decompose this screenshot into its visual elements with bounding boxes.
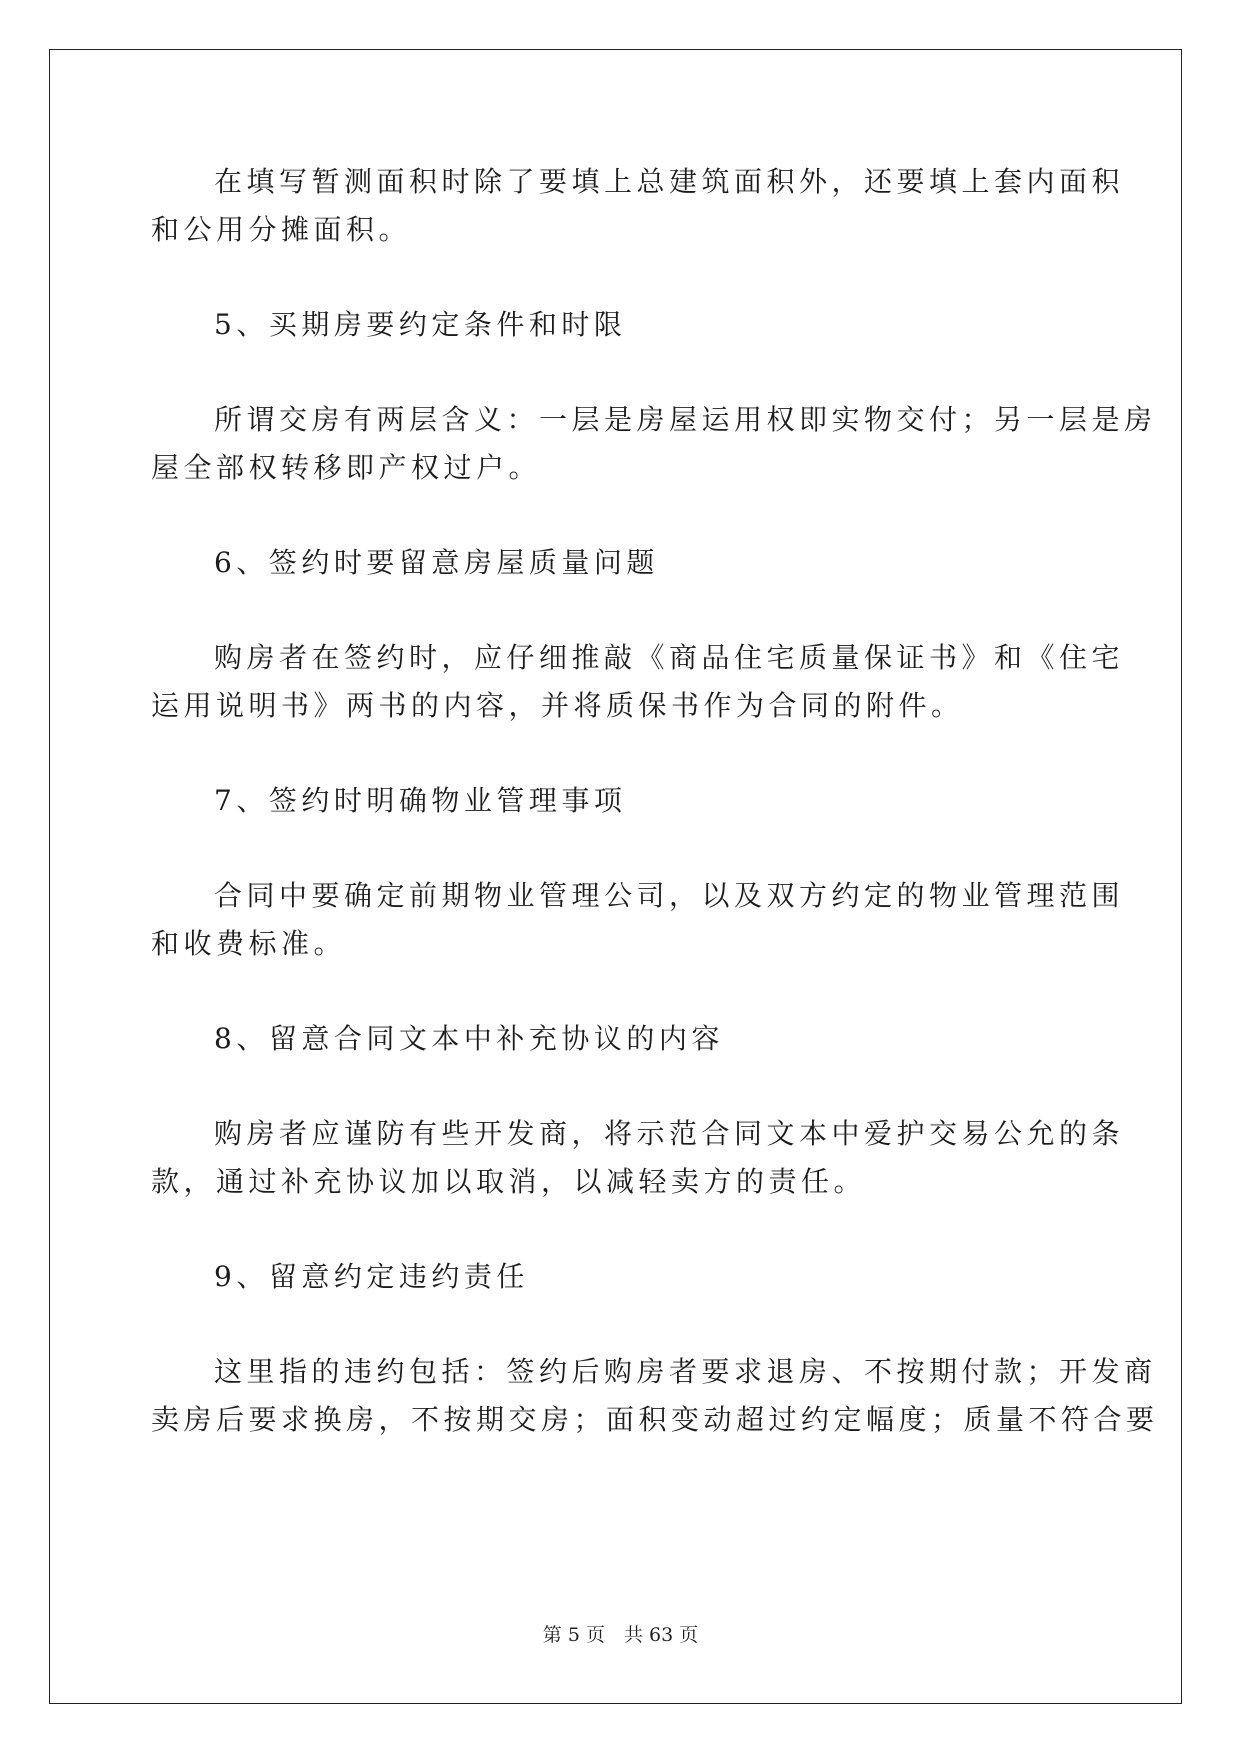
page-footer: 第 5 页 共 63 页 [542, 1624, 699, 1646]
text-line: 和公用分摊面积。 [151, 213, 412, 246]
section-heading [151, 539, 1086, 587]
heading-line: 5、买期房要约定条件和时限 [214, 308, 627, 341]
text-line: 购房者应谨防有些开发商，将示范合同文本中爱护交易公允的条 [214, 1117, 1125, 1150]
paragraph [151, 158, 1125, 254]
section-heading [151, 1253, 1086, 1301]
heading-line: 6、签约时要留意房屋质量问题 [214, 546, 659, 579]
heading-line: 8、留意合同文本中补充协议的内容 [214, 1022, 724, 1055]
text-line: 在填写暂测面积时除了要填上总建筑面积外，还要填上套内面积 [214, 165, 1125, 198]
section-heading [151, 1015, 1086, 1063]
paragraph [151, 1110, 1125, 1206]
section-heading [151, 777, 1086, 825]
document-body [151, 158, 1159, 1444]
text-line: 屋全部权转移即产权过户。 [151, 451, 542, 484]
text-line: 运用说明书》两书的内容，并将质保书作为合同的附件。 [151, 689, 964, 722]
section-heading [151, 301, 1086, 349]
heading-line: 9、留意约定违约责任 [214, 1260, 529, 1293]
text-line: 所谓交房有两层含义：一层是房屋运用权即实物交付；另一层是房 [214, 403, 1157, 436]
text-line: 这里指的违约包括：签约后购房者要求退房、不按期付款；开发商 [214, 1355, 1157, 1388]
paragraph [151, 872, 1125, 968]
text-line: 卖房后要求换房，不按期交房；面积变动超过约定幅度；质量不符合要 [151, 1403, 1159, 1436]
text-line: 款，通过补充协议加以取消，以减轻卖方的责任。 [151, 1165, 867, 1198]
text-line: 和收费标准。 [151, 927, 347, 960]
paragraph [151, 1348, 1159, 1444]
paragraph [151, 396, 1157, 492]
heading-line: 7、签约时明确物业管理事项 [214, 784, 627, 817]
text-line: 合同中要确定前期物业管理公司，以及双方约定的物业管理范围 [214, 879, 1125, 912]
text-line: 购房者在签约时，应仔细推敲《商品住宅质量保证书》和《住宅 [214, 641, 1125, 674]
paragraph [151, 634, 1125, 730]
